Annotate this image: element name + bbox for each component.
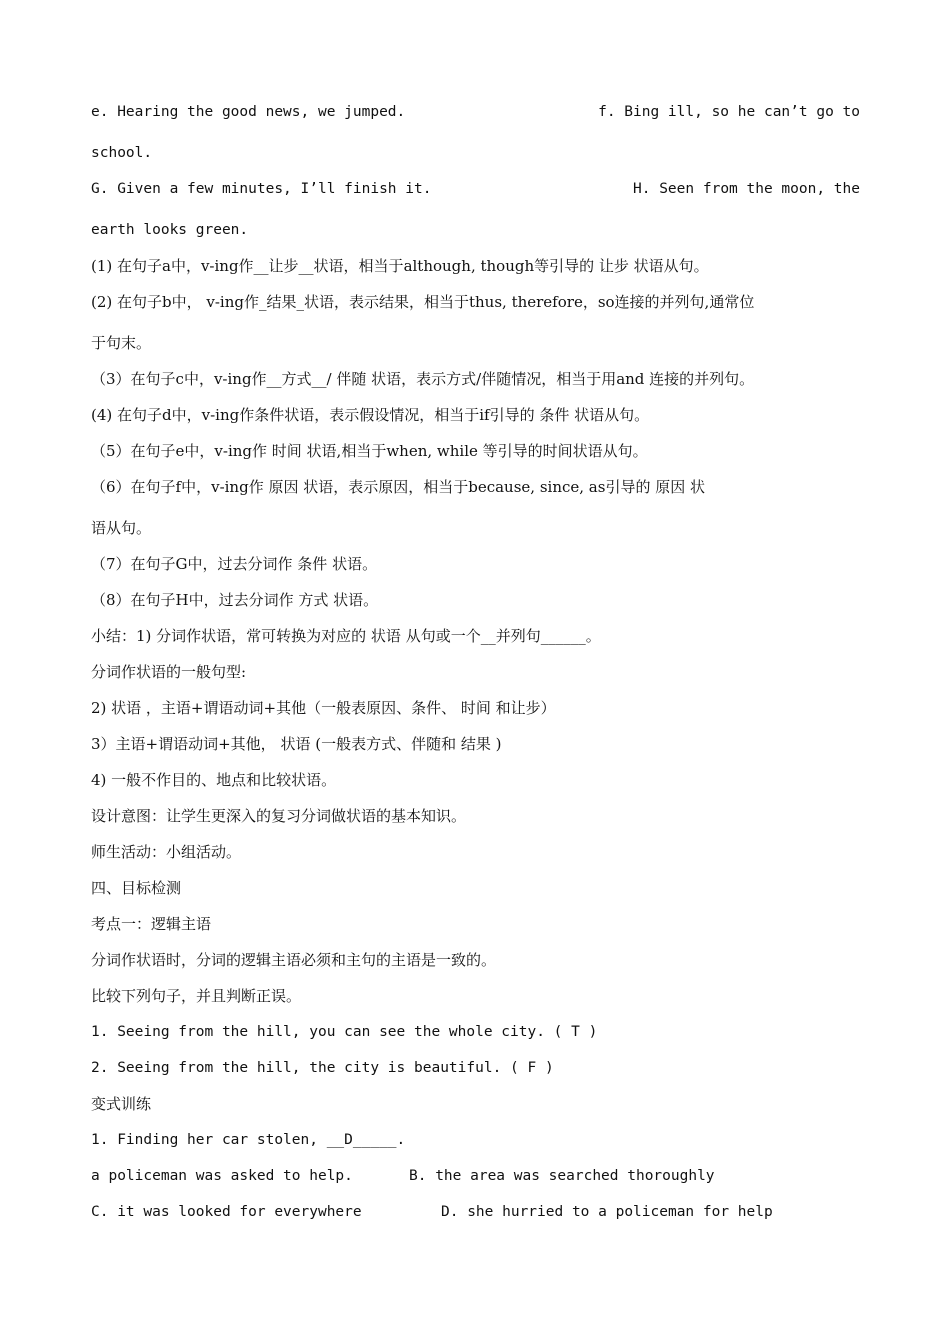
summary-4: 3）主语+谓语动词+其他， 状语 (一般表方式、伴随和 结果 )	[91, 735, 502, 753]
sentence-h-cont: earth looks green.	[91, 222, 249, 238]
summary-5: 4) 一般不作目的、地点和比较状语。	[91, 771, 337, 789]
option-a: a policeman was asked to help.	[91, 1168, 353, 1184]
question-2: 2. Seeing from the hill, the city is beautiful. ( F )	[91, 1060, 554, 1076]
activity: 师生活动：小组活动。	[91, 843, 242, 861]
summary-3: 2) 状语 ，主语+谓语动词+其他（一般表原因、条件、 时间 和让步）	[91, 699, 556, 717]
instruction: 比较下列句子，并且判断正误。	[91, 987, 302, 1005]
option-b: B. the area was searched thoroughly	[409, 1168, 715, 1184]
point-2-cont: 于句末。	[91, 334, 152, 352]
sentence-f: f. Bing ill, so he can’t go to	[598, 104, 860, 120]
design-intent: 设计意图：让学生更深入的复习分词做状语的基本知识。	[91, 807, 467, 825]
point-4: (4) 在句子d中，v-ing作条件状语，表示假设情况，相当于if引导的 条件 状语从句。	[91, 406, 650, 424]
test-point-1: 考点一：逻辑主语	[91, 915, 212, 933]
point-6: （6）在句子f中，v-ing作 原因 状语，表示原因，相当于because, since, as引导的 原因 状	[91, 478, 705, 496]
line-g-h	[91, 179, 860, 199]
point-1: (1) 在句子a中，v-ing作__让步__状语，相当于although, though等引导的 让步 状语从句。	[91, 257, 709, 275]
rule-text: 分词作状语时，分词的逻辑主语必须和主句的主语是一致的。	[91, 951, 497, 969]
point-2: (2) 在句子b中， v-ing作_结果_状语，表示结果，相当于thus, therefore，so连接的并列句,通常位	[91, 293, 755, 311]
exercise-1: 1. Finding her car stolen, __D_____.	[91, 1132, 406, 1148]
sentence-h: H. Seen from the moon, the	[633, 181, 860, 197]
sentence-g: G. Given a few minutes, I’ll finish it.	[91, 181, 432, 197]
variation-heading: 变式训练	[91, 1095, 152, 1113]
summary-2: 分词作状语的一般句型:	[91, 663, 247, 681]
option-d: D. she hurried to a policeman for help	[441, 1204, 773, 1220]
point-7: （7）在句子G中，过去分词作 条件 状语。	[91, 555, 378, 573]
question-1: 1. Seeing from the hill, you can see the whole city. ( T )	[91, 1024, 598, 1040]
sentence-e: e. Hearing the good news, we jumped.	[91, 104, 406, 120]
sentence-f-cont: school.	[91, 145, 153, 161]
section-heading: 四、目标检测	[91, 879, 182, 897]
option-c: C. it was looked for everywhere	[91, 1204, 362, 1220]
point-5: （5）在句子e中，v-ing作 时间 状语,相当于when, while 等引导的时间状语从句。	[91, 442, 648, 460]
line-e-f	[91, 102, 860, 122]
point-6-cont: 语从句。	[91, 519, 152, 537]
point-8: （8）在句子H中，过去分词作 方式 状语。	[91, 591, 379, 609]
point-3: （3）在句子c中，v-ing作__方式__/ 伴随 状语，表示方式/伴随情况，相当于用and 连接的并列句。	[91, 370, 755, 388]
options-row-2	[91, 1202, 871, 1222]
options-row-1	[91, 1166, 871, 1186]
summary-1: 小结：1) 分词作状语，常可转换为对应的 状语 从句或一个__并列句______。	[91, 627, 601, 645]
